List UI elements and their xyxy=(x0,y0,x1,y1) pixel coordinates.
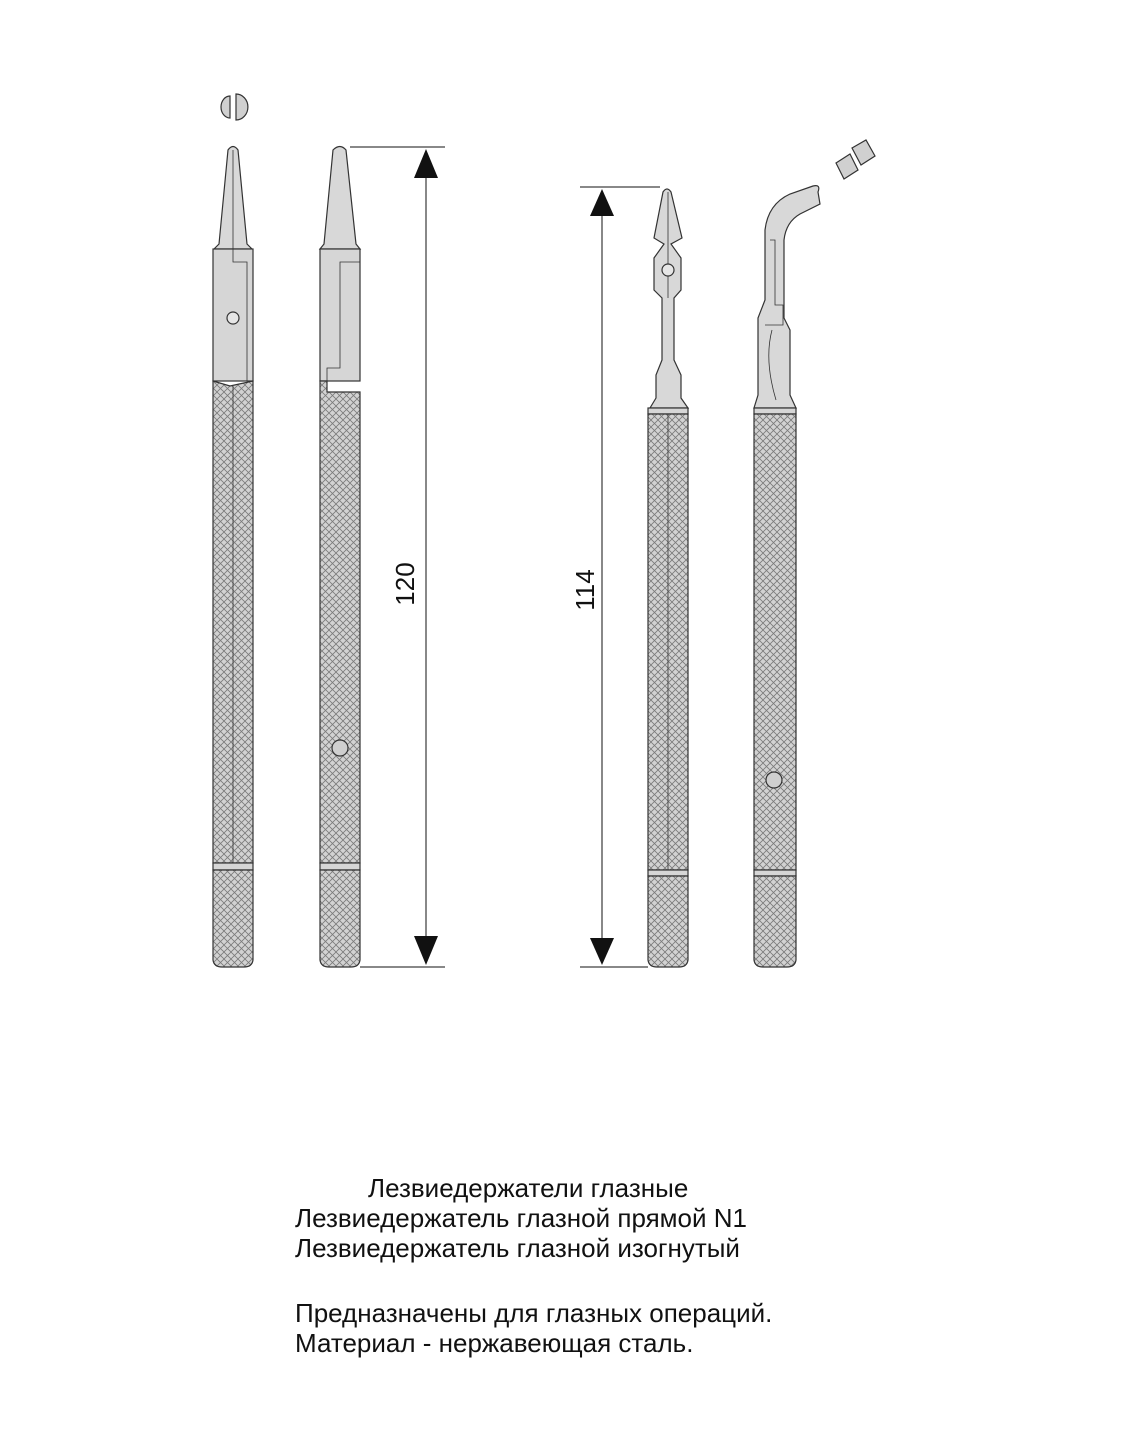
caption-title: Лезвиедержатели глазные xyxy=(368,1173,689,1203)
straight-holder-open-view xyxy=(648,189,688,967)
caption-block xyxy=(295,1173,995,1358)
dimension-label-114: 114 xyxy=(570,569,600,611)
knurled-end-cap xyxy=(754,876,796,967)
knurled-end-cap xyxy=(320,870,360,967)
blade-jaw xyxy=(320,147,360,250)
straight-holder-cross-section xyxy=(221,94,248,120)
knurled-handle xyxy=(754,414,796,870)
lock-pin xyxy=(332,740,348,756)
curved-holder-view xyxy=(754,140,875,967)
knurled-end-cap xyxy=(648,876,688,967)
caption-item-straight: Лезвиедержатель глазной прямой N1 xyxy=(295,1203,748,1233)
curved-holder-cross-section xyxy=(836,140,875,179)
dimension-114 xyxy=(570,187,660,967)
knurled-handle xyxy=(320,381,360,863)
straight-holder-front-view xyxy=(213,94,253,967)
caption-purpose: Предназначены для глазных операций. xyxy=(295,1298,773,1328)
dimension-120 xyxy=(350,147,445,967)
straight-holder-side-view xyxy=(320,147,360,968)
knurled-end-cap xyxy=(213,870,253,967)
caption-spacer xyxy=(295,1263,995,1298)
pivot-screw xyxy=(662,264,674,276)
curved-blade-jaw xyxy=(754,186,820,408)
lock-pin xyxy=(766,772,782,788)
blade-jaw xyxy=(650,189,688,408)
caption-material: Материал - нержавеющая сталь. xyxy=(295,1328,694,1358)
dimension-label-120: 120 xyxy=(390,562,420,606)
caption-item-curved: Лезвиедержатель глазной изогнутый xyxy=(295,1233,740,1263)
pivot-screw xyxy=(227,312,239,324)
